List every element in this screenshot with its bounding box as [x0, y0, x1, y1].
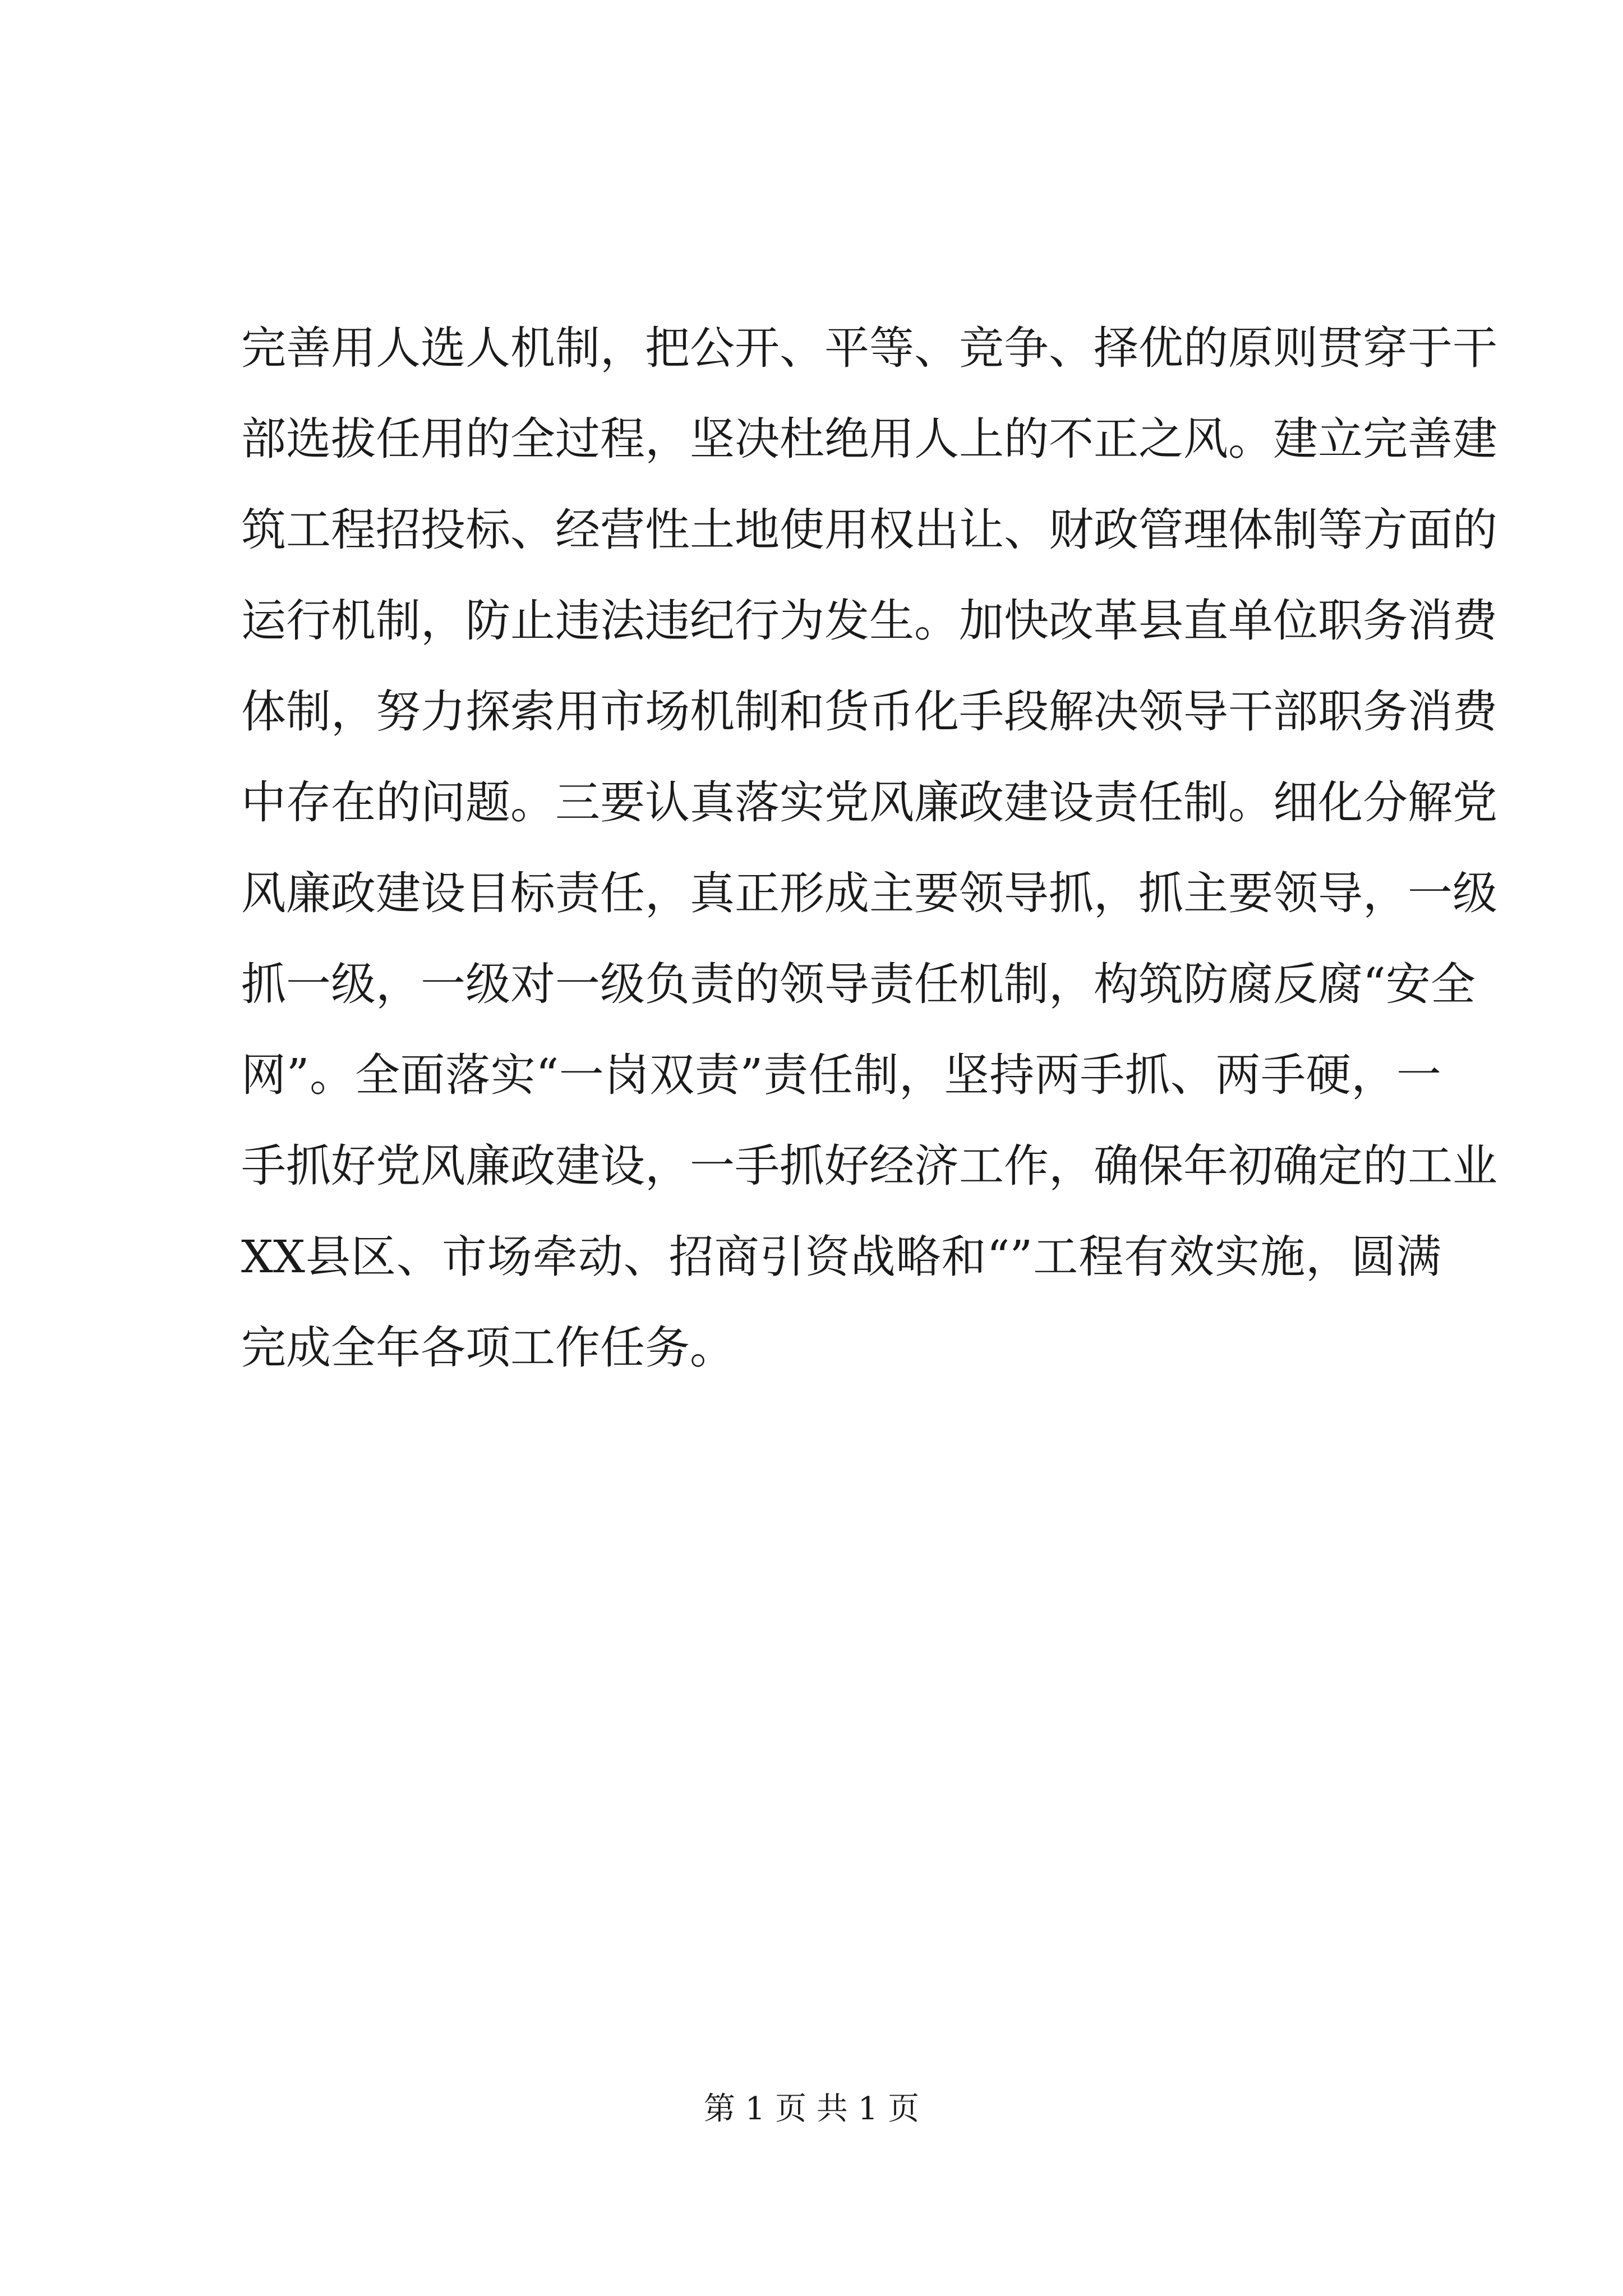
text-line: 体制，努力探索用市场机制和货币化手段解决领导干部职务消费 — [241, 685, 1497, 738]
text-line: 运行机制，防止违法违纪行为发生。加快改革县直单位职务消费 — [241, 595, 1497, 647]
text-line: 部选拔任用的全过程，坚决杜绝用人上的不正之风。建立完善建 — [241, 413, 1497, 465]
text-line: 中存在的问题。三要认真落实党风廉政建设责任制。细化分解党 — [241, 776, 1497, 829]
text-line: 完成全年各项工作任务。 — [241, 1322, 735, 1374]
text-line: 完善用人选人机制，把公开、平等、竞争、择优的原则贯穿于干 — [241, 322, 1497, 374]
text-line: 抓一级，一级对一级负责的领导责任机制，构筑防腐反腐“安全 — [241, 958, 1476, 1010]
text-line: XX县区、市场牵动、招商引资战略和“”工程有效实施，圆满 — [241, 1231, 1441, 1283]
text-line: 风廉政建设目标责任，真正形成主要领导抓，抓主要领导，一级 — [241, 867, 1497, 919]
text-line: 网”。全面落实“一岗双责”责任制，坚持两手抓、两手硬，一 — [241, 1049, 1441, 1101]
page-number-footer: 第 1 页 共 1 页 — [703, 2091, 920, 2127]
text-line: 手抓好党风廉政建设，一手抓好经济工作，确保年初确定的工业 — [241, 1140, 1497, 1192]
body-paragraph — [241, 303, 1497, 1393]
text-line: 筑工程招投标、经营性土地使用权出让、财政管理体制等方面的 — [241, 504, 1497, 556]
